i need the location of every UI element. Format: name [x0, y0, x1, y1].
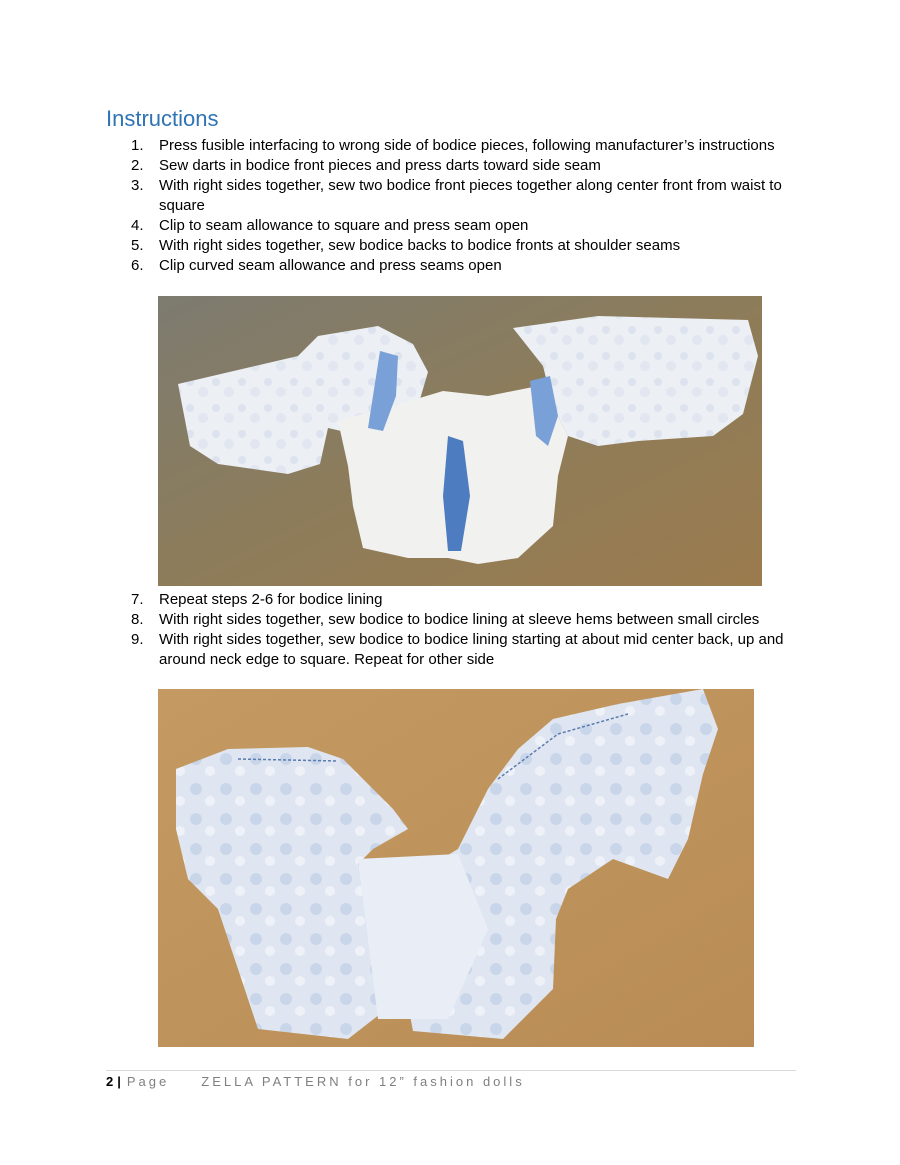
step-item — [0, 216, 789, 236]
step-item — [0, 236, 789, 256]
step-number: 5. — [131, 237, 144, 254]
page-footer — [106, 1074, 525, 1089]
step-item — [0, 256, 789, 276]
step-number: 9. — [131, 631, 144, 648]
footer-title: ZELLA PATTERN for 12” fashion dolls — [201, 1074, 525, 1089]
bodice-lining-image — [158, 689, 754, 1047]
step-number: 2. — [131, 157, 144, 174]
step-item — [0, 590, 789, 610]
step-text: Clip to seam allowance to square and press seam open — [159, 217, 529, 234]
step-item — [0, 176, 789, 216]
step-number: 4. — [131, 217, 144, 234]
step-item — [0, 156, 789, 176]
step-item — [0, 630, 789, 670]
bodice-photo-1 — [158, 296, 762, 586]
step-text: Sew darts in bodice front pieces and press darts toward side seam — [159, 157, 601, 174]
step-text: With right sides together, sew bodice to bodice lining starting at about mid center back, up and around neck edge to square. Repeat for other side — [159, 631, 784, 668]
step-text: With right sides together, sew bodice to bodice lining at sleeve hems between small circles — [159, 611, 760, 628]
footer-separator: | — [117, 1074, 124, 1089]
step-number: 7. — [131, 591, 144, 608]
step-item — [0, 610, 789, 630]
step-text: Repeat steps 2-6 for bodice lining — [159, 591, 383, 608]
page-number: 2 — [106, 1074, 115, 1089]
instruction-list-1 — [0, 136, 789, 276]
page-label: Page — [126, 1074, 170, 1089]
step-text: Press fusible interfacing to wrong side of bodice pieces, following manufacturer’s instructions — [159, 137, 775, 154]
step-text: Clip curved seam allowance and press seams open — [159, 257, 502, 274]
step-text: With right sides together, sew two bodice front pieces together along center front from waist to square — [159, 177, 782, 214]
step-number: 3. — [131, 177, 144, 194]
instruction-list-2 — [0, 590, 789, 670]
step-item — [0, 136, 789, 156]
bodice-photo-2 — [158, 689, 754, 1047]
step-number: 8. — [131, 611, 144, 628]
bodice-pieces-image — [158, 296, 762, 586]
step-number: 1. — [131, 137, 144, 154]
step-text: With right sides together, sew bodice backs to bodice fronts at shoulder seams — [159, 237, 681, 254]
section-heading: Instructions — [106, 106, 219, 131]
step-number: 6. — [131, 257, 144, 274]
footer-divider — [106, 1070, 796, 1071]
